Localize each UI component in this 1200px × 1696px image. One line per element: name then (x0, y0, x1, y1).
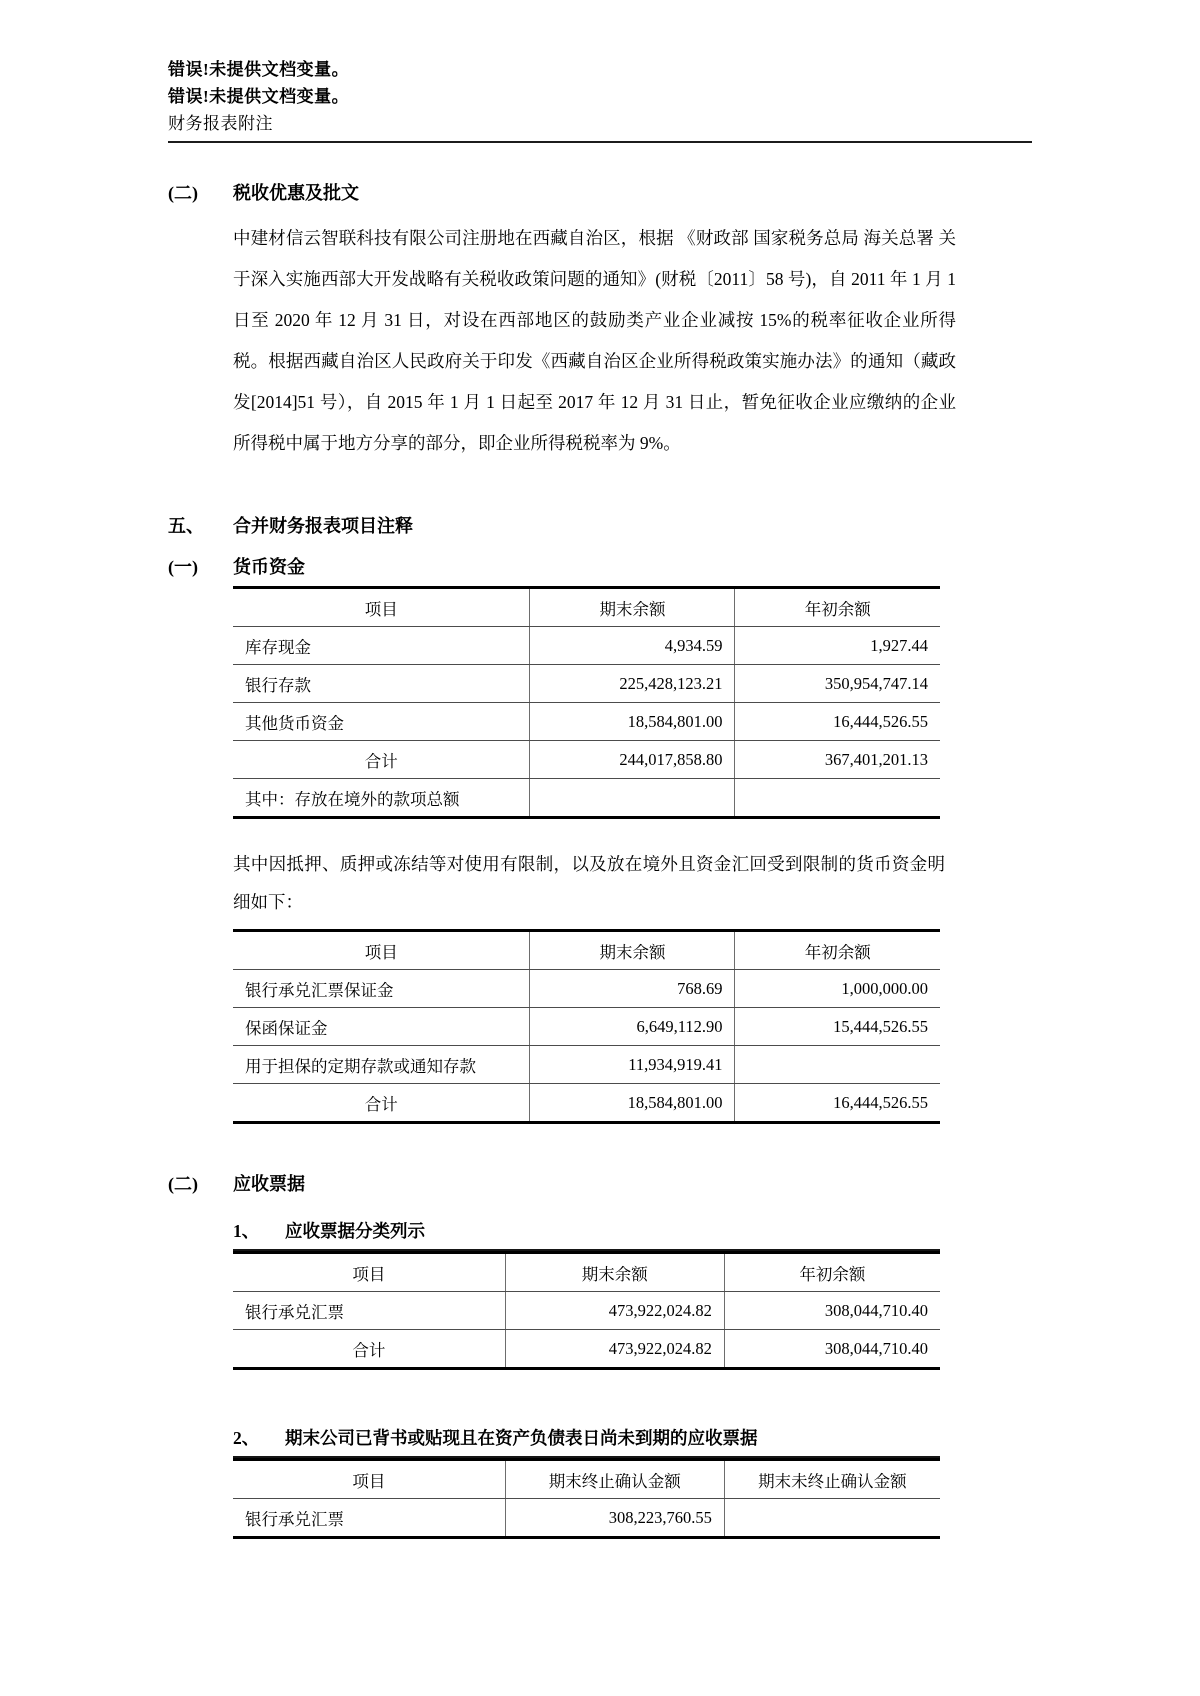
table-row (233, 627, 940, 665)
column-header-item: 项目 (233, 931, 530, 970)
table-total-row (233, 1084, 940, 1123)
table-row (233, 1046, 940, 1084)
tax-incentive-paragraph: 中建材信云智联科技有限公司注册地在西藏自治区，根据 《财政部 国家税务总局 海关总署 关于深入实施西部大开发战略有关税收政策问题的通知》(财税〔2011〕58 号)，自 2011 年 1 月 1 日至 2020 年 12 月 31 日，对设在西部地区的鼓励类产业企业减按 15%的税率征收企业所得税。根据西藏自治区人民政府关于印发《西藏自治区企业所得税政策实施办法》的通知（藏政发[2014]51 号），自 2015 年 1 月 1 日起至 2017 年 12 月 31 日止，暂免征收企业应缴纳的企业所得税中属于地方分享的部分，即企业所得税税率为 9%。 (233, 228, 956, 453)
beginning-balance-value: 16,444,526.55 (735, 703, 940, 741)
section-title: 应收票据 (233, 1174, 305, 1194)
table-row (233, 779, 940, 818)
table-header-row (233, 931, 940, 970)
ending-balance-value: 6,649,112.90 (530, 1008, 735, 1046)
beginning-balance-value: 1,000,000.00 (735, 970, 940, 1008)
row-label: 其他货币资金 (233, 703, 530, 741)
row-label: 其中：存放在境外的款项总额 (245, 789, 460, 809)
beginning-balance-value (735, 779, 940, 818)
column-header-ending-balance: 期末余额 (530, 931, 735, 970)
subsection-heading-endorsed-bills (233, 1426, 940, 1458)
ending-balance-value: 4,934.59 (530, 627, 735, 665)
section-number: (一) (168, 557, 198, 577)
section-title: 合并财务报表项目注释 (233, 516, 413, 536)
beginning-balance-value: 1,927.44 (735, 627, 940, 665)
beginning-balance-total: 16,444,526.55 (735, 1084, 940, 1123)
subsection-title: 应收票据分类列示 (285, 1221, 425, 1241)
header-doc-variable-error-2: 错误!未提供文档变量。 (168, 87, 350, 106)
section-number: (二) (168, 1174, 198, 1194)
row-label: 库存现金 (233, 627, 530, 665)
beginning-balance-value: 308,044,710.40 (724, 1292, 940, 1330)
table-total-row (233, 1330, 940, 1369)
ending-balance-value: 11,934,919.41 (530, 1046, 735, 1084)
row-label: 银行承兑汇票保证金 (233, 970, 530, 1008)
table-row (233, 970, 940, 1008)
table-header-row (233, 1253, 940, 1292)
table-header-row (233, 1460, 940, 1499)
endorsed-bills-table (233, 1458, 940, 1539)
column-header-ending-balance: 期末余额 (505, 1253, 724, 1292)
total-label: 合计 (352, 1340, 386, 1360)
bills-classification-table (233, 1251, 940, 1370)
section-heading-tax (168, 181, 1032, 206)
section-title: 税收优惠及批文 (233, 183, 359, 203)
header-subtitle: 财务报表附注 (168, 114, 273, 133)
ending-balance-total: 18,584,801.00 (530, 1084, 735, 1123)
subsection-number: 1、 (233, 1221, 260, 1241)
column-header-beginning-balance: 年初余额 (735, 931, 940, 970)
column-header-ending-balance: 期末余额 (530, 588, 735, 627)
ending-balance-value: 473,922,024.82 (505, 1292, 724, 1330)
total-label: 合计 (233, 741, 530, 779)
table-row (233, 665, 940, 703)
column-header-beginning-balance: 年初余额 (724, 1253, 940, 1292)
column-header-beginning-balance: 年初余额 (735, 588, 940, 627)
column-header-item: 项目 (233, 1460, 505, 1499)
table-total-row (233, 741, 940, 779)
monetary-funds-table (233, 586, 940, 819)
section-title: 货币资金 (233, 557, 305, 577)
beginning-balance-total: 308,044,710.40 (724, 1330, 940, 1369)
beginning-balance-total: 367,401,201.13 (735, 741, 940, 779)
section-heading-notes-receivable (168, 1172, 1032, 1197)
page-header (168, 56, 1032, 143)
column-header-derecognized-amount: 期末终止确认金额 (505, 1460, 724, 1499)
restricted-funds-table (233, 929, 940, 1124)
header-rule (168, 141, 1032, 143)
column-header-item: 项目 (233, 588, 530, 627)
header-doc-variable-error-1: 错误!未提供文档变量。 (168, 60, 350, 79)
ending-balance-total: 244,017,858.80 (530, 741, 735, 779)
beginning-balance-value: 15,444,526.55 (735, 1008, 940, 1046)
table-row (233, 703, 940, 741)
total-label: 合计 (364, 1094, 398, 1114)
ending-balance-value: 768.69 (530, 970, 735, 1008)
row-label: 保函保证金 (233, 1008, 530, 1046)
table-row (233, 1292, 940, 1330)
row-label: 银行承兑汇票 (233, 1292, 505, 1330)
subsection-title: 期末公司已背书或贴现且在资产负债表日尚未到期的应收票据 (285, 1428, 758, 1448)
ending-balance-value: 18,584,801.00 (530, 703, 735, 741)
table-header-row (233, 588, 940, 627)
ending-balance-value: 225,428,123.21 (530, 665, 735, 703)
beginning-balance-value (735, 1046, 940, 1084)
subsection-number: 2、 (233, 1428, 260, 1448)
section-number: 五、 (168, 516, 204, 536)
beginning-balance-value: 350,954,747.14 (735, 665, 940, 703)
table-row (233, 1008, 940, 1046)
row-label: 用于担保的定期存款或通知存款 (233, 1046, 530, 1084)
tax-incentive-section (168, 181, 1032, 464)
section-heading-notes (168, 514, 1032, 539)
table-row (233, 1499, 940, 1538)
ending-balance-value (530, 779, 735, 818)
subsection-heading-bills-classification (233, 1219, 940, 1251)
ending-balance-total: 473,922,024.82 (505, 1330, 724, 1369)
derecognized-amount-value: 308,223,760.55 (505, 1499, 724, 1538)
row-label: 银行承兑汇票 (245, 1509, 344, 1529)
column-header-not-derecognized-amount: 期末未终止确认金额 (724, 1460, 940, 1499)
row-label: 银行存款 (233, 665, 530, 703)
section-heading-monetary-funds (168, 555, 1032, 580)
restricted-funds-note: 其中因抵押、质押或冻结等对使用有限制，以及放在境外且资金汇回受到限制的货币资金明细如下： (233, 854, 945, 912)
section-number: (二) (168, 183, 198, 203)
column-header-item: 项目 (233, 1253, 505, 1292)
not-derecognized-amount-value (724, 1499, 940, 1538)
